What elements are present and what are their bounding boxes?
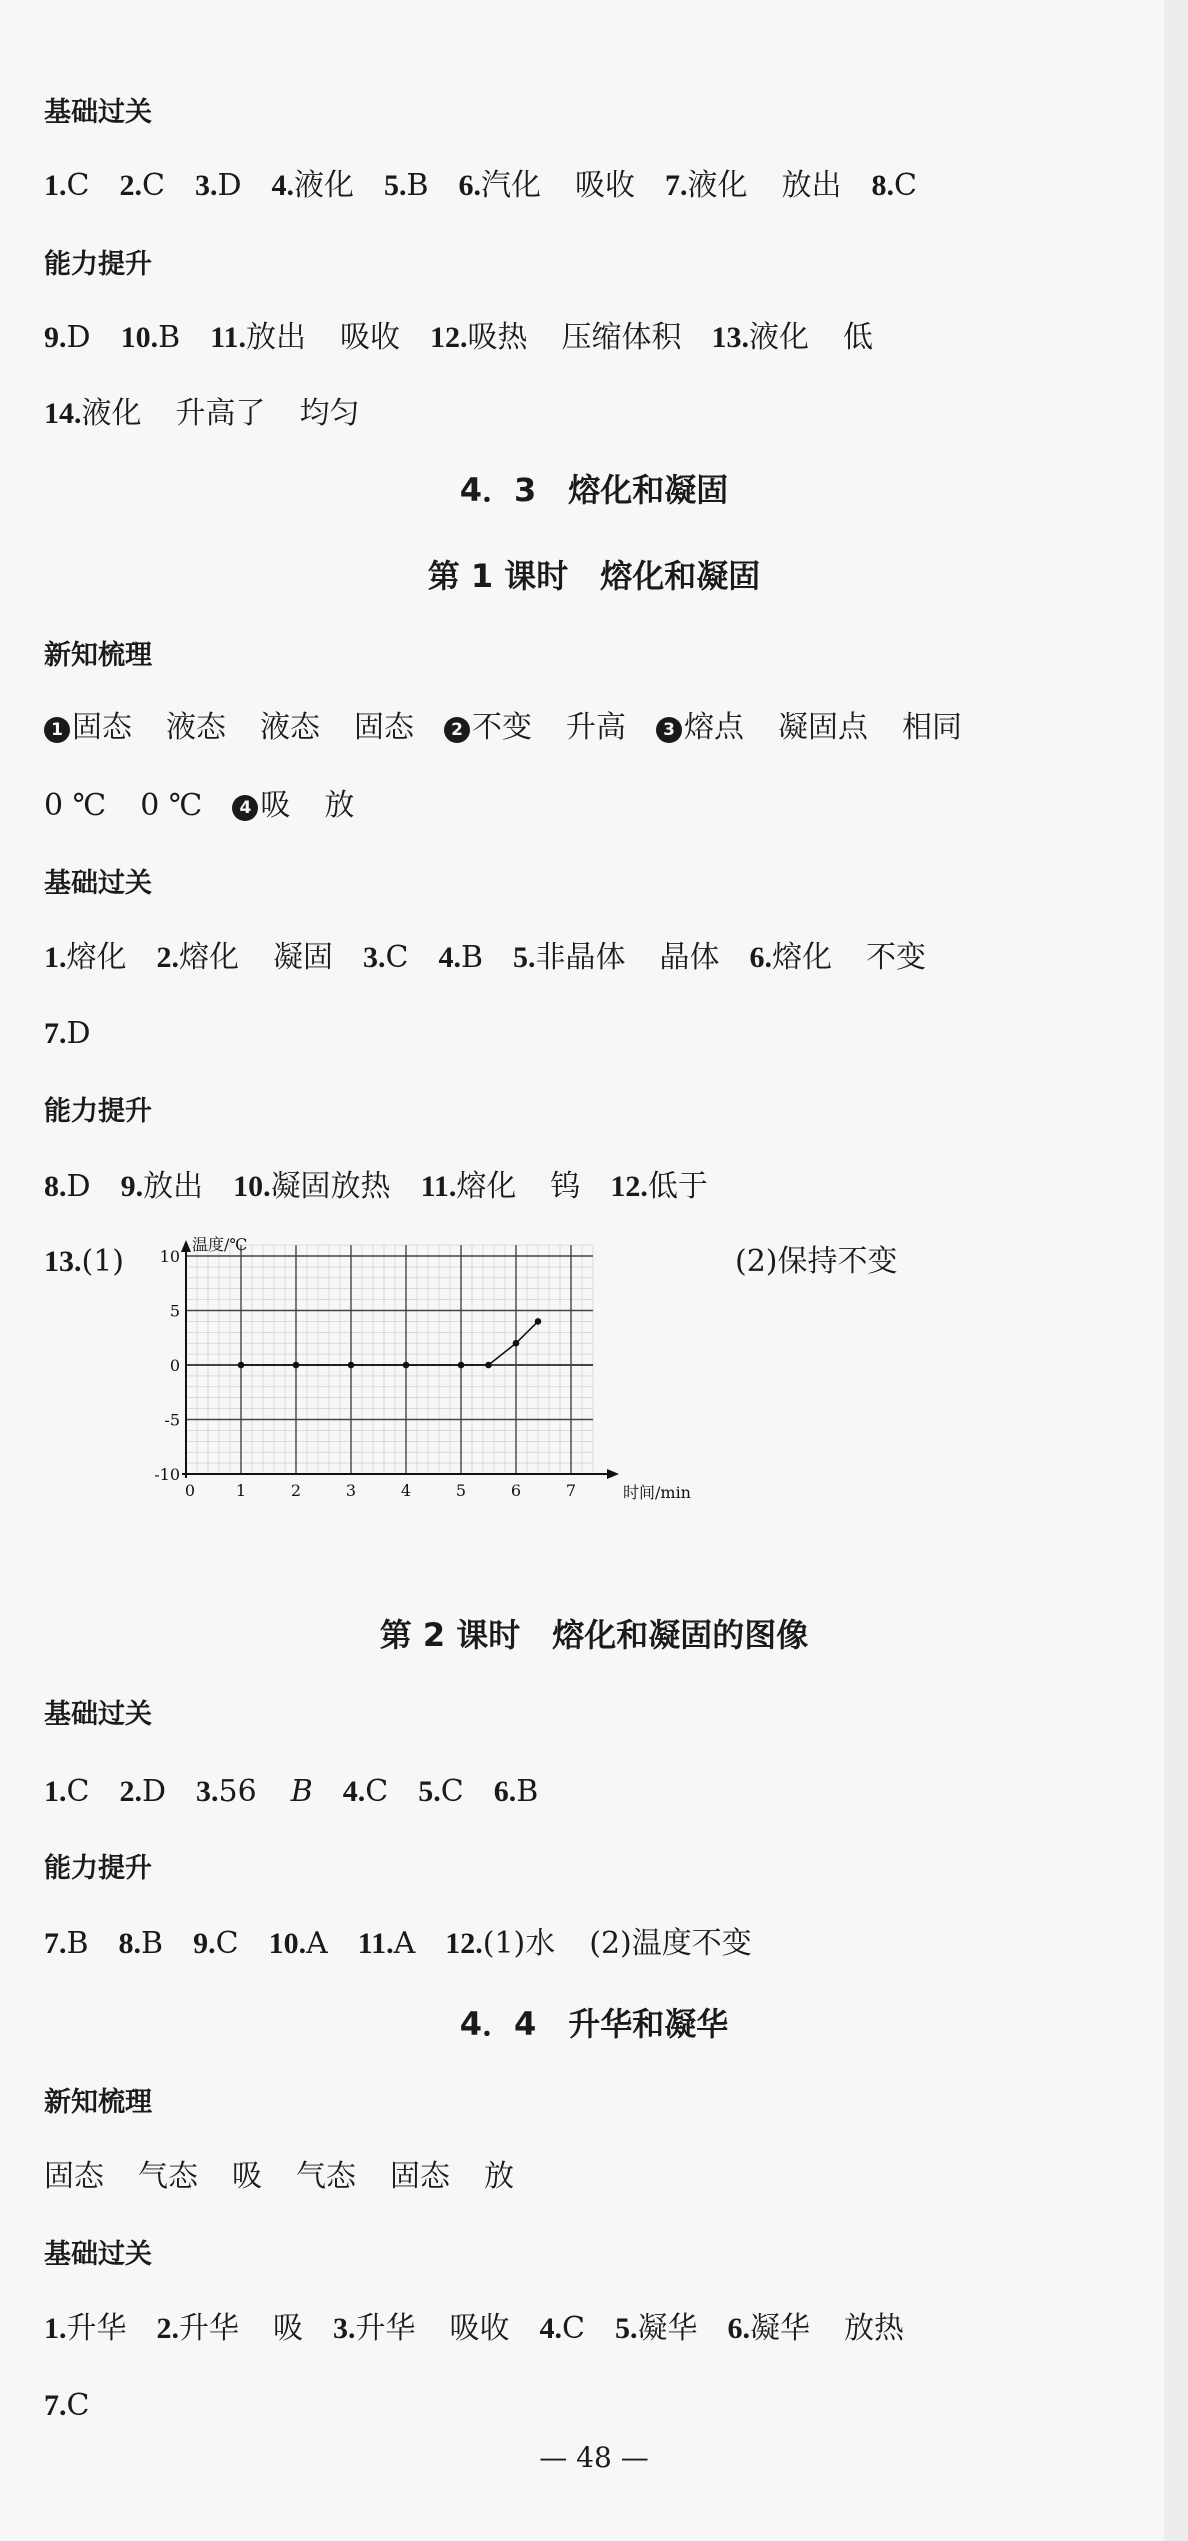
x-tick-label: 7 xyxy=(565,1481,577,1500)
answer-text: 不变 xyxy=(472,710,532,745)
heading-new-knowledge: 新知梳理 xyxy=(44,2087,152,2118)
answer-text: B xyxy=(460,940,484,975)
circled-number-icon: 3 xyxy=(656,717,682,743)
heading-ability: 能力提升 xyxy=(44,249,152,280)
answer-text: B xyxy=(141,1926,164,1961)
answer-text: 液态 xyxy=(260,710,320,745)
question-number: 3. xyxy=(363,941,386,974)
data-point xyxy=(348,1362,355,1369)
question-number: 9. xyxy=(193,1927,216,1960)
answer-text: C xyxy=(440,1774,464,1809)
y-axis-label: 温度/℃ xyxy=(192,1235,248,1254)
answer-text: 液化 xyxy=(687,168,748,203)
answer-text: 熔化 xyxy=(179,940,239,975)
answer-item xyxy=(121,320,181,355)
answer-item xyxy=(44,396,360,431)
x-axis-arrow-icon xyxy=(607,1469,619,1479)
answer-item xyxy=(44,788,202,823)
answer-item xyxy=(44,940,127,975)
answer-text: 吸收 xyxy=(449,2311,510,2346)
data-point xyxy=(238,1362,245,1369)
heading-ability: 能力提升 xyxy=(44,1096,152,1127)
answer-item xyxy=(119,1926,164,1961)
answer-text: 升华 xyxy=(66,2311,127,2346)
answer-text: C xyxy=(215,1926,239,1961)
answer-item xyxy=(513,940,720,975)
question-number: 4. xyxy=(271,169,294,202)
answer-item xyxy=(157,940,334,975)
answer-item xyxy=(195,168,242,203)
answer-line xyxy=(44,1772,568,1812)
question-number: 1. xyxy=(44,169,67,202)
temperature-time-chart xyxy=(154,1235,720,1586)
answer-item xyxy=(727,2311,904,2346)
x-tick-label: 4 xyxy=(400,1481,412,1500)
y-tick-label: 10 xyxy=(159,1247,180,1266)
x-tick-label: 1 xyxy=(235,1481,247,1500)
answer-item xyxy=(610,1169,708,1204)
answer-item xyxy=(193,1926,238,1961)
question-number: 10. xyxy=(268,1927,307,1960)
question-number: 7. xyxy=(44,1017,67,1050)
answer-text: 液态 xyxy=(166,710,226,745)
answer-item xyxy=(445,1926,752,1961)
answer-item xyxy=(750,940,927,975)
x-tick-label: 5 xyxy=(455,1481,467,1500)
y-tick-label: 5 xyxy=(169,1301,180,1321)
question-number: 13. xyxy=(44,1245,82,1278)
answer-text: D xyxy=(141,1774,167,1809)
question-number: 13. xyxy=(711,321,749,354)
question-number: 1. xyxy=(44,1775,67,1808)
question-number: 2. xyxy=(119,1775,142,1808)
y-tick-label: -10 xyxy=(154,1465,180,1484)
answer-text: 吸 xyxy=(273,2311,303,2346)
answer-text: 熔化 xyxy=(772,940,833,975)
answer-text: A xyxy=(306,1926,328,1961)
answer-item xyxy=(333,2311,510,2346)
answer-text: 钨 xyxy=(550,1169,581,1204)
heading-basic: 基础过关 xyxy=(44,2239,152,2270)
answer-item xyxy=(232,788,354,823)
heading-basic: 基础过关 xyxy=(44,868,152,899)
answer-text: 凝华 xyxy=(637,2311,698,2346)
answer-item xyxy=(711,320,873,355)
answer-text: 气态 xyxy=(138,2159,198,2194)
answer-text: 低 xyxy=(842,320,873,355)
question-13 xyxy=(44,1242,124,1282)
question-number: 14. xyxy=(44,397,82,430)
answer-text: D xyxy=(66,1169,91,1204)
answer-text: 升高了 xyxy=(175,396,266,431)
question-number: 3. xyxy=(333,2312,356,2345)
answer-item xyxy=(44,1169,91,1204)
question-number: 3. xyxy=(196,1775,219,1808)
answer-item xyxy=(430,320,682,355)
x-tick-label: 6 xyxy=(510,1481,522,1500)
answer-text: (1)水 xyxy=(482,1926,556,1961)
answer-text: 56 xyxy=(218,1774,257,1809)
answer-line xyxy=(44,2386,119,2426)
data-point xyxy=(458,1362,465,1369)
question-number: 11. xyxy=(357,1927,394,1960)
answer-text: 均匀 xyxy=(299,396,360,431)
answer-text: 凝固放热 xyxy=(270,1169,391,1204)
answer-item xyxy=(119,168,164,203)
answer-item xyxy=(418,1774,463,1809)
question-number: 6. xyxy=(493,1775,517,1808)
answer-item xyxy=(615,2311,698,2346)
answer-line xyxy=(44,2157,544,2197)
answer-text: 吸收 xyxy=(575,168,636,203)
answer-text: 液化 xyxy=(294,168,354,203)
q13-part-2: (2)保持不变 xyxy=(735,1244,898,1279)
answer-item xyxy=(44,710,414,745)
question-number: 12. xyxy=(445,1927,483,1960)
answer-text: 凝华 xyxy=(749,2311,810,2346)
chart-svg xyxy=(154,1235,720,1586)
answer-item xyxy=(121,1169,204,1204)
question-number: 7. xyxy=(44,1927,67,1960)
answer-text: B xyxy=(290,1774,313,1809)
answer-line xyxy=(44,708,992,748)
circled-number-icon: 4 xyxy=(232,795,258,821)
answer-text: C xyxy=(365,1774,389,1809)
answer-line xyxy=(44,786,384,826)
question-number: 12. xyxy=(429,321,468,354)
data-point xyxy=(293,1362,300,1369)
q13-part-1: (1) xyxy=(81,1244,124,1279)
answer-text: 非晶体 xyxy=(535,940,626,975)
answer-text: 放出 xyxy=(245,320,306,355)
answer-item xyxy=(665,168,842,203)
question-number: 8. xyxy=(871,169,895,202)
data-point xyxy=(485,1362,492,1369)
question-number: 10. xyxy=(120,321,159,354)
data-point xyxy=(535,1318,542,1325)
answer-text: 液化 xyxy=(748,320,809,355)
x-tick-label: 0 xyxy=(184,1481,196,1500)
answer-text: 吸收 xyxy=(339,320,400,355)
heading-new-knowledge: 新知梳理 xyxy=(44,640,152,671)
answer-text: 升华 xyxy=(179,2311,239,2346)
answer-text: 放 xyxy=(484,2159,514,2194)
answer-item xyxy=(540,2311,585,2346)
y-axis-arrow-icon xyxy=(181,1240,191,1252)
heading-basic: 基础过关 xyxy=(44,1699,152,1730)
answer-text: 固态 xyxy=(390,2159,450,2194)
answer-line xyxy=(44,1924,782,1964)
question-number: 5. xyxy=(614,2312,638,2345)
answer-text: 不变 xyxy=(866,940,927,975)
question-number: 7. xyxy=(44,2389,67,2422)
answer-text: C xyxy=(385,940,409,975)
answer-line xyxy=(44,166,947,206)
answer-line xyxy=(44,938,956,978)
answer-text: 吸 xyxy=(260,788,291,823)
answer-text: 升华 xyxy=(355,2311,416,2346)
answer-text: 汽化 xyxy=(481,168,542,203)
answer-text: D xyxy=(66,1016,91,1051)
answer-line xyxy=(44,1014,121,1054)
question-number: 8. xyxy=(44,1170,67,1203)
answer-line xyxy=(44,1167,738,1207)
answer-item xyxy=(656,710,962,745)
question-number: 4. xyxy=(342,1775,366,1808)
question-number: 6. xyxy=(458,169,482,202)
answer-text: C xyxy=(562,2311,585,2346)
circled-number-icon: 2 xyxy=(444,717,470,743)
question-number: 5. xyxy=(418,1775,441,1808)
answer-text: (2)温度不变 xyxy=(589,1926,752,1961)
y-tick-label: -5 xyxy=(164,1410,180,1430)
answer-text: A xyxy=(393,1926,416,1961)
answer-item xyxy=(44,1926,89,1961)
answer-item xyxy=(44,1016,91,1051)
question-number: 3. xyxy=(194,169,218,202)
answer-item xyxy=(210,320,400,355)
question-number: 12. xyxy=(610,1170,648,1203)
answer-text: D xyxy=(217,168,242,203)
answer-text: C xyxy=(894,168,918,203)
question-number: 6. xyxy=(727,2312,750,2345)
heading-basic: 基础过关 xyxy=(44,97,152,128)
answer-text: B xyxy=(516,1774,539,1809)
answer-text: 放出 xyxy=(143,1169,204,1204)
answer-text: 吸 xyxy=(232,2159,262,2194)
page-number: — 48 — xyxy=(539,2441,649,2474)
answer-text: 固态 xyxy=(354,710,414,745)
answer-item xyxy=(272,168,355,203)
answer-item xyxy=(343,1774,388,1809)
answer-item xyxy=(358,1926,416,1961)
answer-line xyxy=(44,318,903,358)
question-number: 4. xyxy=(539,2312,562,2345)
answer-text: 0 ℃ xyxy=(140,788,203,823)
answer-line xyxy=(44,2309,934,2349)
answer-text: 0 ℃ xyxy=(44,788,107,823)
answer-text: 凝固点 xyxy=(778,710,868,745)
question-number: 2. xyxy=(119,169,142,202)
answer-item xyxy=(44,1774,89,1809)
question-number: 5. xyxy=(513,941,536,974)
question-number: 9. xyxy=(44,321,67,354)
answer-item xyxy=(438,940,483,975)
answer-item xyxy=(494,1774,539,1809)
answer-item xyxy=(459,168,636,203)
answer-item xyxy=(872,168,917,203)
answer-text: 放出 xyxy=(781,168,842,203)
answer-text: D xyxy=(66,320,91,355)
answer-text: 固态 xyxy=(44,2159,104,2194)
question-number: 2. xyxy=(156,941,179,974)
answer-item xyxy=(233,1169,391,1204)
answer-text: 气态 xyxy=(296,2159,356,2194)
answer-item xyxy=(44,320,91,355)
answer-item xyxy=(157,2311,304,2346)
answer-text: C xyxy=(66,168,90,203)
answer-item xyxy=(363,940,408,975)
answer-item xyxy=(444,710,626,745)
answer-text: 凝固 xyxy=(273,940,333,975)
answer-text: 熔化 xyxy=(456,1169,517,1204)
question-number: 10. xyxy=(233,1170,271,1203)
answer-text: B xyxy=(66,1926,89,1961)
answer-text: 压缩体积 xyxy=(561,320,682,355)
answer-text: 低于 xyxy=(647,1169,708,1204)
answer-text: 熔点 xyxy=(684,710,744,745)
question-number: 9. xyxy=(120,1170,144,1203)
data-point xyxy=(403,1362,410,1369)
data-point xyxy=(513,1340,520,1347)
answer-item xyxy=(269,1926,328,1961)
answer-line xyxy=(44,394,390,434)
question-number: 11. xyxy=(210,321,246,354)
question-number: 4. xyxy=(438,941,461,974)
answer-text: 放热 xyxy=(843,2311,904,2346)
answer-item xyxy=(44,2159,514,2194)
answer-text: 晶体 xyxy=(659,940,720,975)
section-title-4-4: 4．4 升华和凝华 xyxy=(459,2005,729,2043)
answer-item xyxy=(119,1774,166,1809)
answer-text: 熔化 xyxy=(66,940,127,975)
question-number: 6. xyxy=(749,941,773,974)
answer-text: 放 xyxy=(324,788,355,823)
answer-text: 固态 xyxy=(72,710,132,745)
lesson-2-title: 第 2 课时 熔化和凝固的图像 xyxy=(379,1616,809,1654)
answer-text: B xyxy=(158,320,181,355)
answer-item xyxy=(196,1774,313,1809)
x-tick-label: 3 xyxy=(345,1481,357,1500)
question-number: 5. xyxy=(384,169,407,202)
question-number: 8. xyxy=(118,1927,142,1960)
answer-text: 升高 xyxy=(566,710,626,745)
x-axis-label: 时间/min xyxy=(623,1483,691,1502)
question-number: 11. xyxy=(420,1170,457,1203)
answer-item xyxy=(44,2311,127,2346)
answer-text: B xyxy=(406,168,429,203)
answer-item xyxy=(384,168,429,203)
question-number: 7. xyxy=(665,169,688,202)
circled-number-icon: 1 xyxy=(44,717,70,743)
answer-item xyxy=(421,1169,581,1204)
question-number: 1. xyxy=(44,2312,67,2345)
answer-text: C xyxy=(66,1774,90,1809)
answer-item xyxy=(44,168,89,203)
page-edge-shadow xyxy=(1164,0,1188,2541)
answer-text: 液化 xyxy=(81,396,142,431)
answer-item xyxy=(44,2388,89,2423)
question-number: 2. xyxy=(156,2312,179,2345)
answer-text: C xyxy=(141,168,165,203)
heading-ability: 能力提升 xyxy=(44,1853,152,1884)
x-tick-label: 2 xyxy=(290,1481,302,1500)
lesson-1-title: 第 1 课时 熔化和凝固 xyxy=(427,557,761,595)
y-tick-label: 0 xyxy=(169,1356,180,1375)
section-title-4-3: 4．3 熔化和凝固 xyxy=(459,471,729,509)
answer-text: C xyxy=(66,2388,90,2423)
answer-text: 相同 xyxy=(902,710,962,745)
answer-text: 吸热 xyxy=(467,320,528,355)
question-number: 1. xyxy=(44,941,67,974)
